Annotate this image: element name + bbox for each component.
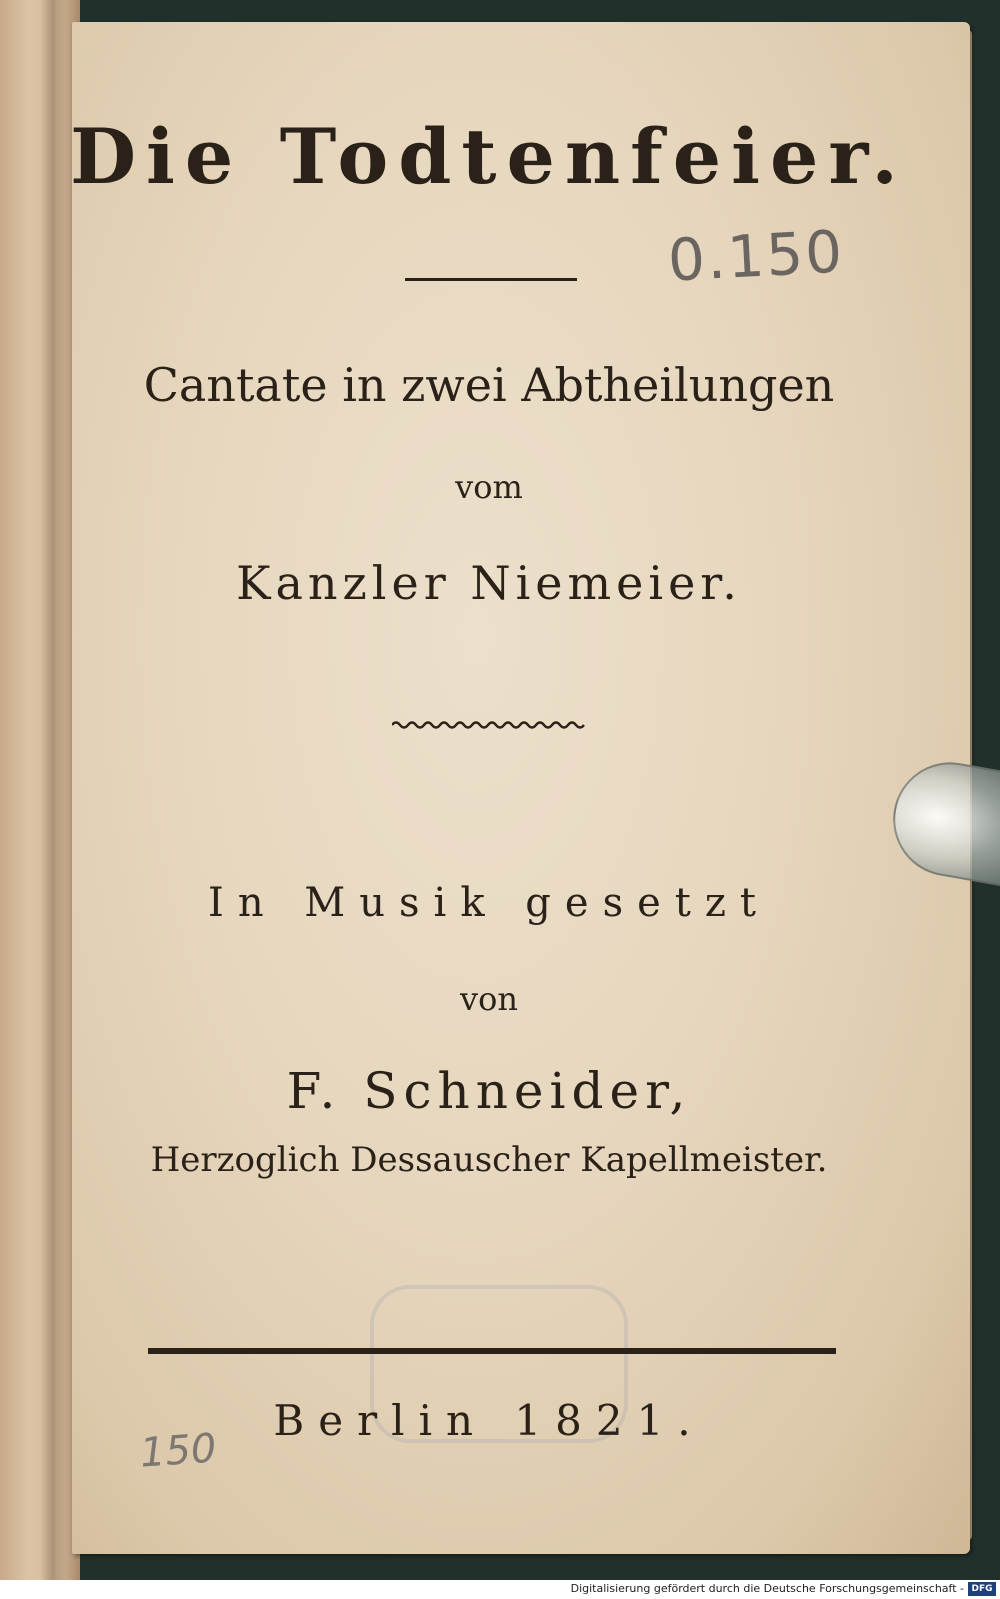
title-rule: [405, 278, 577, 281]
shelfmark-annotation: 0.150: [666, 217, 846, 295]
from-word: von: [460, 980, 518, 1018]
author-name: Kanzler Niemeier.: [236, 556, 742, 610]
composed-line: In Musik gesetzt: [208, 880, 770, 926]
composer-title: Herzoglich Dessauscher Kapellmeister.: [150, 1140, 828, 1180]
imprint-rule: [148, 1348, 836, 1354]
dfg-logo: DFG: [968, 1582, 996, 1596]
footer-credit: Digitalisierung gefördert durch die Deutsche Forschungsgemeinschaft -: [570, 1582, 964, 1595]
composer-name: F. Schneider,: [286, 1062, 692, 1120]
spine-shadow: [40, 0, 66, 1580]
subtitle: Cantate in zwei Abtheilungen: [143, 358, 835, 412]
ornament-divider: [392, 720, 588, 730]
by-word: vom: [455, 468, 523, 506]
book-title: Die Todtenfeier.: [70, 112, 908, 201]
imprint: Berlin 1821.: [273, 1396, 705, 1445]
pencil-note: 150: [138, 1425, 218, 1477]
footer-bar: [0, 1580, 1000, 1599]
